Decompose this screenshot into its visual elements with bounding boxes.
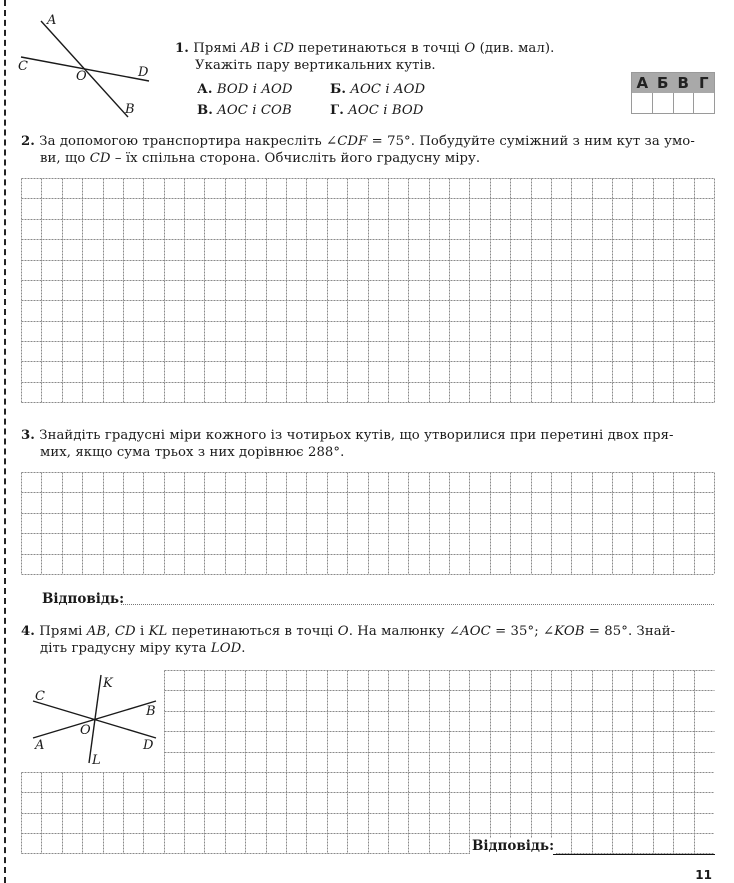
- answer-cell-v[interactable]: [674, 93, 695, 113]
- option-v-text: AOC і COB: [217, 103, 292, 118]
- problem-2-line-2: ви, що CD – їх спільна сторона. Обчисліть його градусну міру.: [40, 151, 481, 166]
- problem-4-line-2: діть градусну міру кута LOD.: [40, 641, 246, 656]
- option-b-letter: Б.: [330, 82, 347, 97]
- option-a-letter: А.: [197, 82, 213, 97]
- problem-4-answer-label: Відповідь:: [472, 838, 555, 854]
- answer-box-cells: [632, 93, 714, 113]
- problem-1-number: 1.: [175, 41, 189, 56]
- answer-box-header-b: Б: [657, 74, 669, 92]
- answer-cell-g[interactable]: [694, 93, 714, 113]
- label-O: O: [76, 69, 87, 84]
- problem-4-line-1: 4. Прямі AB, CD і KL перетинаються в точці O. На малюнку ∠AOC = 35°; ∠KOB = 85°. Знай-: [21, 624, 676, 639]
- option-v[interactable]: [197, 102, 292, 119]
- answer-box-header-a: А: [636, 74, 649, 92]
- problem-1-line-1: 1. Прямі AB і CD перетинаються в точці O (див. мал).: [175, 41, 555, 56]
- answer-box-header: [632, 73, 714, 93]
- label-C: C: [35, 689, 45, 704]
- problem-3-line-2: мих, якщо сума трьох з них дорівнює 288°.: [40, 445, 345, 460]
- option-a[interactable]: [197, 81, 293, 98]
- answer-box-abvg: [631, 72, 715, 114]
- problem-2-number: 2.: [21, 134, 35, 149]
- problem-4-grid[interactable]: [21, 670, 717, 856]
- problem-3-answer-line[interactable]: [121, 604, 714, 605]
- answer-cell-a[interactable]: [632, 93, 653, 113]
- problem-3-line-1: 3. Знайдіть градусні міри кожного із чотирьох кутів, що утворилися при перетині двох пря-: [21, 428, 674, 443]
- option-b-text: AOC і AOD: [350, 82, 426, 97]
- label-L: L: [92, 753, 101, 768]
- option-g-letter: Г.: [330, 103, 344, 118]
- label-B: B: [146, 704, 156, 719]
- problem-1-line-2: Укажіть пару вертикальних кутів.: [195, 58, 436, 73]
- problem-3-grid[interactable]: [21, 472, 715, 576]
- answer-cell-b[interactable]: [653, 93, 674, 113]
- option-g-text: AOC і BOD: [348, 103, 424, 118]
- option-a-text: BOD і AOD: [216, 82, 293, 97]
- label-O: O: [80, 723, 91, 738]
- answer-box-header-v: В: [677, 74, 689, 92]
- page-number: 11: [695, 868, 712, 882]
- answer-box-header-g: Г: [698, 74, 709, 92]
- problem-4-answer-line[interactable]: [553, 854, 715, 855]
- problem-3-number: 3.: [21, 428, 35, 443]
- label-D: D: [143, 738, 154, 753]
- label-D: D: [138, 65, 149, 80]
- label-A: A: [35, 738, 45, 753]
- option-v-letter: В.: [197, 103, 213, 118]
- problem-2-line-1: 2. За допомогою транспортира накресліть ∠CDF = 75°. Побудуйте суміжний з ним кут за умо-: [21, 134, 695, 149]
- problem-1-figure: [0, 0, 170, 125]
- label-C: C: [18, 59, 28, 74]
- option-g[interactable]: [330, 102, 423, 119]
- label-B: B: [125, 102, 135, 117]
- problem-4-number: 4.: [21, 624, 35, 639]
- label-K: K: [103, 676, 113, 691]
- problem-2-grid[interactable]: [21, 178, 715, 404]
- label-A: A: [47, 13, 57, 28]
- option-b[interactable]: [330, 81, 425, 98]
- problem-3-answer-label: Відповідь:: [42, 591, 125, 607]
